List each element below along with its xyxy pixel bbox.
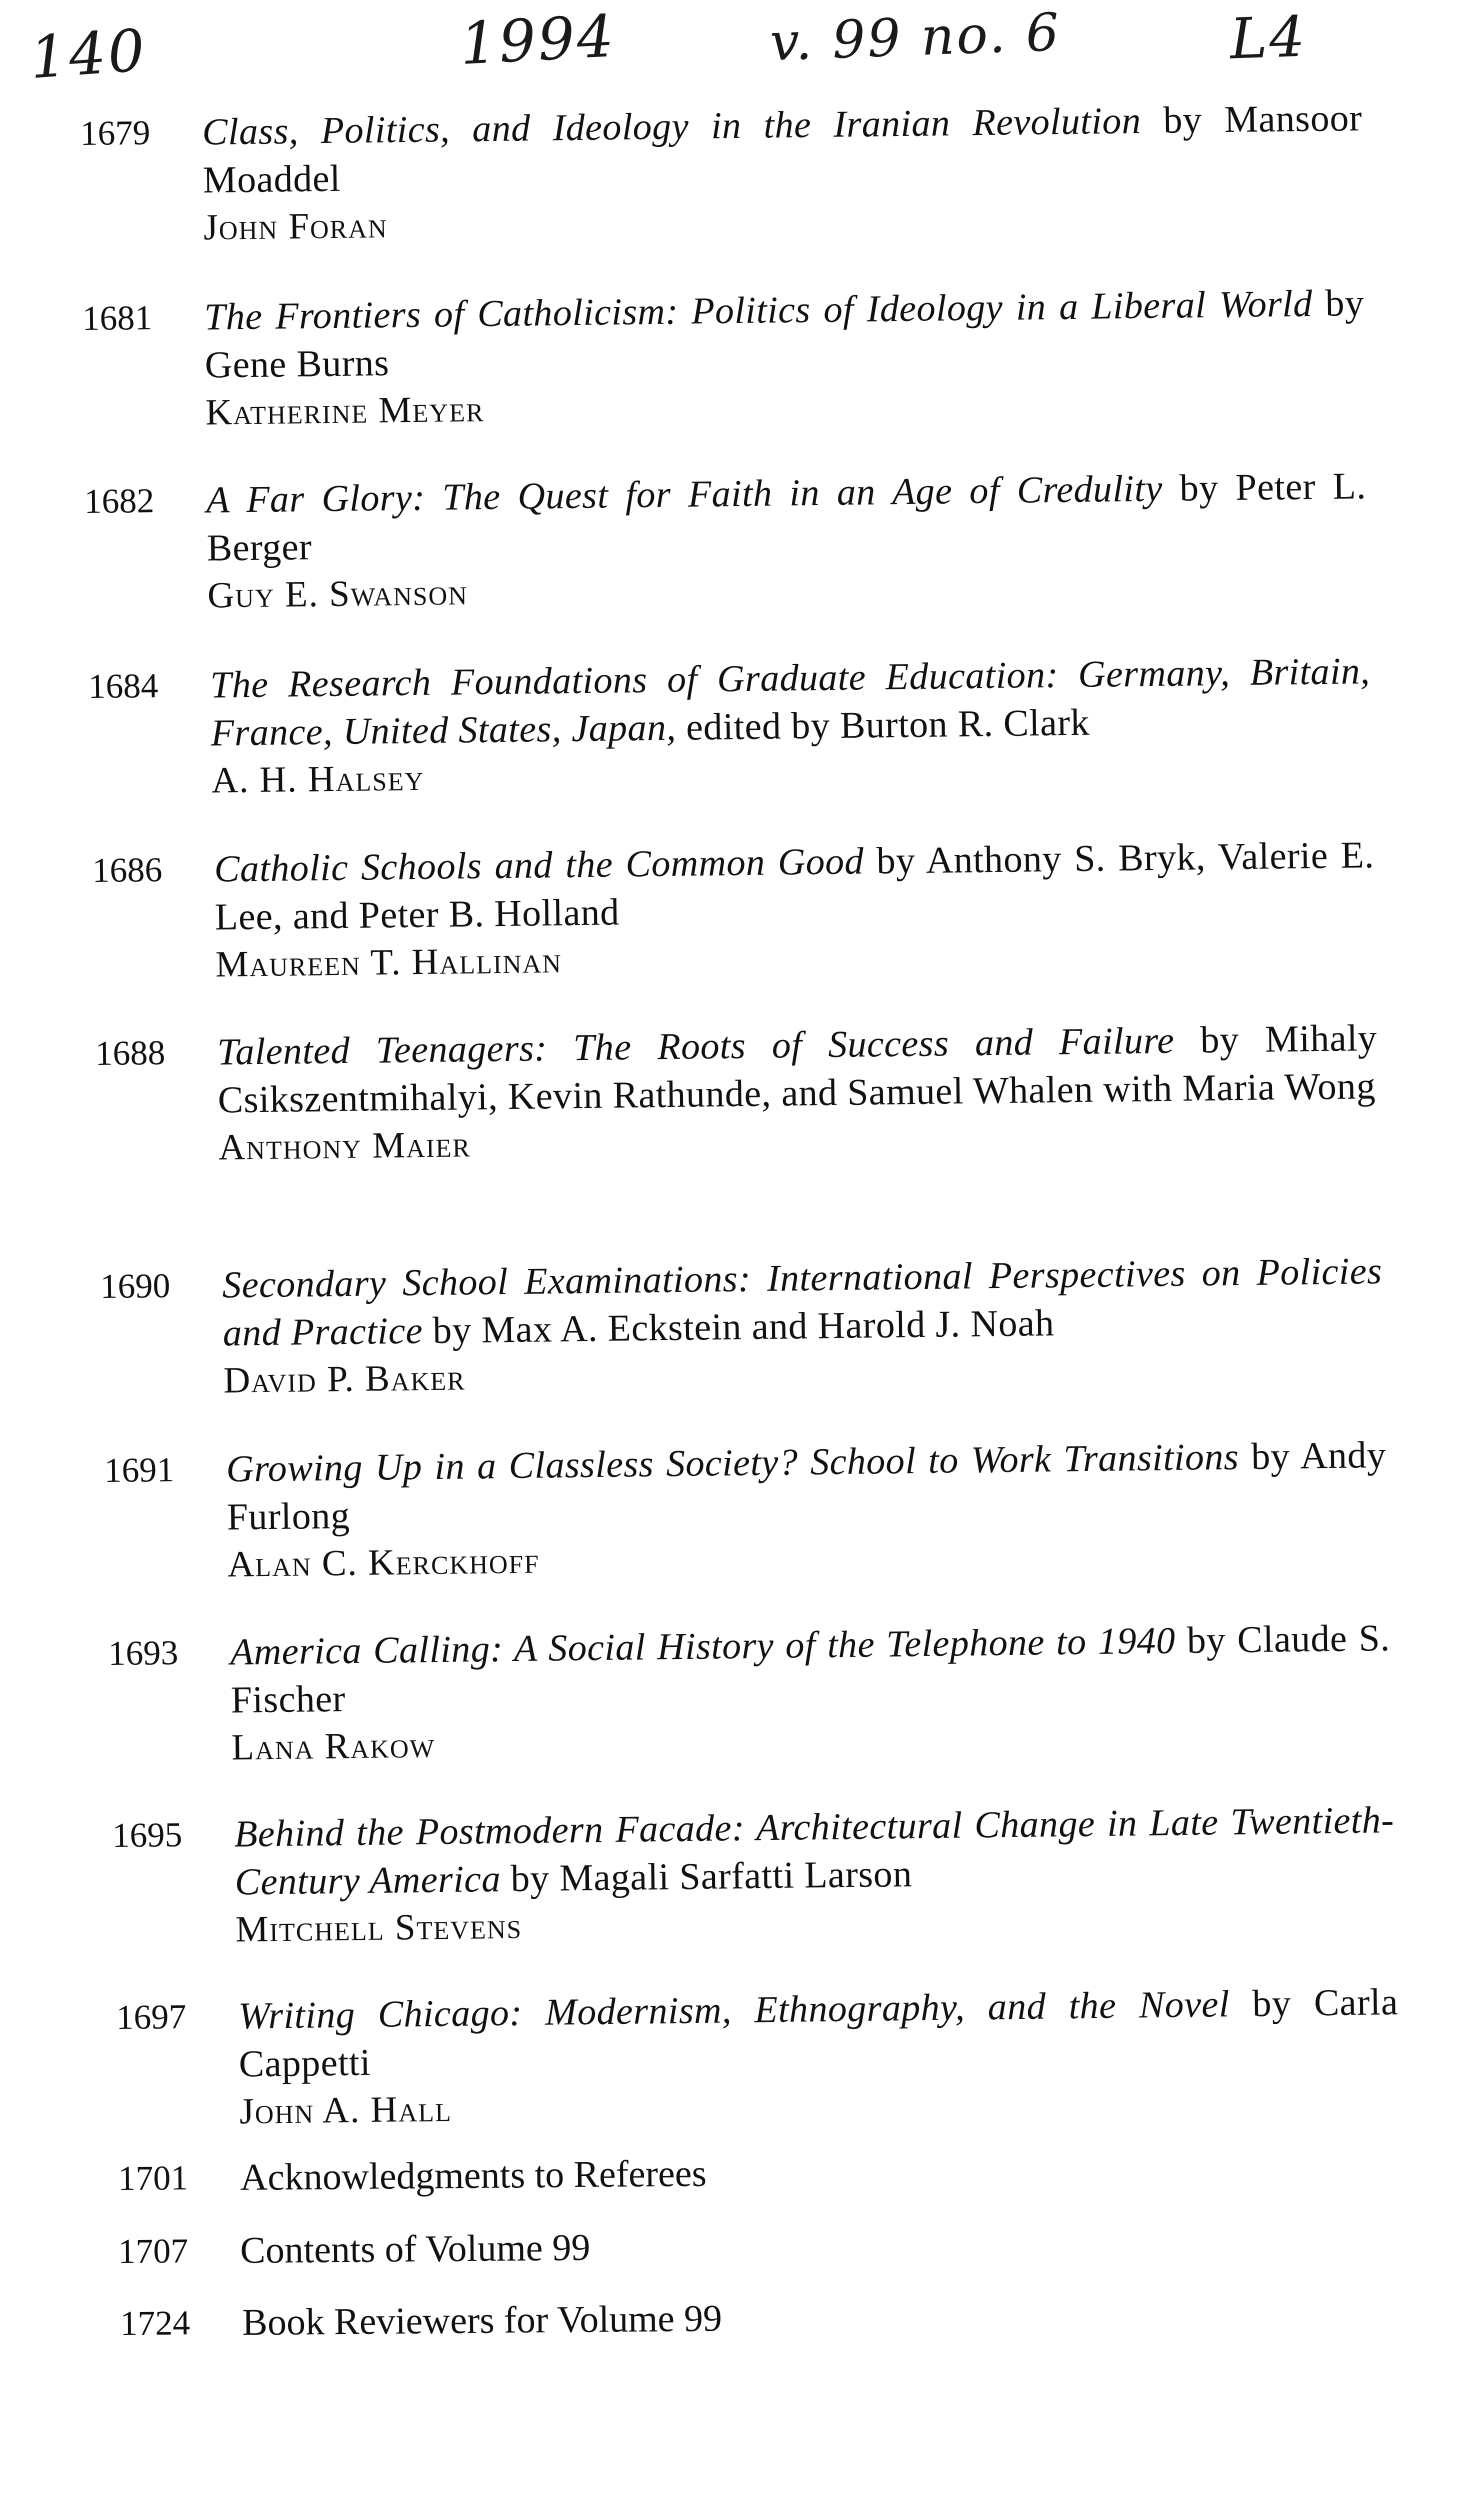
book-title: Writing Chicago: Modernism, Ethnography, and the Novel [238, 1983, 1230, 2038]
back-matter-label: Contents of Volume 99 [240, 2226, 591, 2272]
page-number: 1701 [118, 2158, 189, 2198]
back-matter-entry [118, 2144, 1418, 2199]
handwritten-note-call-number: 140 [27, 16, 149, 92]
page-number: 1724 [120, 2303, 191, 2343]
entry-body [230, 1614, 1392, 1772]
entry-body [234, 1796, 1396, 1954]
back-matter-label: Acknowledgments to Referees [240, 2152, 707, 2199]
page-number: 1690 [100, 1266, 171, 1306]
reviewer-name: John Foran [203, 205, 388, 249]
book-byline: by Peter L. Berger [206, 465, 1367, 570]
review-entry [112, 1796, 1412, 1951]
book-byline: by Claude S. Fischer [230, 1617, 1391, 1722]
entry-body [204, 279, 1366, 437]
book-title: Behind the Postmodern Facade: Architectural Change in Late Twentieth-Century America [234, 1799, 1395, 1904]
handwritten-note-year: 1994 [458, 1, 618, 79]
entry-body [210, 647, 1372, 805]
entry-body [226, 1431, 1388, 1589]
review-entry [100, 1247, 1400, 1402]
entry-body [202, 94, 1364, 252]
page-number: 1684 [88, 666, 159, 706]
entry-body [214, 831, 1376, 989]
back-matter-label: Book Reviewers for Volume 99 [242, 2297, 723, 2344]
reviewer-name: A. H. Halsey [211, 757, 425, 802]
book-byline: by Carla Cappetti [238, 1981, 1399, 2086]
page-number: 1707 [118, 2231, 189, 2271]
book-byline: by Magali Sarfatti Larson [500, 1853, 913, 1901]
page-number: 1691 [104, 1450, 175, 1490]
book-title: Class, Politics, and Ideology in the Iranian Revolution [202, 100, 1142, 154]
review-entry [84, 462, 1384, 617]
page-number: 1681 [82, 298, 153, 338]
page-number: 1695 [112, 1815, 183, 1855]
back-matter-entry [120, 2289, 1420, 2344]
review-entry [95, 1014, 1395, 1169]
reviewer-name: Anthony Maier [218, 1124, 471, 1169]
book-byline: by Gene Burns [204, 282, 1365, 387]
review-entry [92, 831, 1392, 986]
reviewer-name: Lana Rakow [231, 1725, 436, 1769]
reviewer-name: Katherine Meyer [205, 389, 485, 434]
review-entry [104, 1431, 1404, 1586]
book-byline: edited by Burton R. Clark [675, 701, 1091, 749]
page-number: 1686 [92, 850, 163, 890]
reviewer-name: Alan C. Kerckhoff [227, 1540, 540, 1586]
entry-body [206, 462, 1368, 620]
page-number: 1693 [108, 1633, 179, 1673]
review-entry [116, 1978, 1416, 2133]
page-number: 1697 [116, 1997, 187, 2037]
book-title: A Far Glory: The Quest for Faith in an Age of Credulity [206, 467, 1163, 522]
entry-body [238, 1978, 1400, 2136]
reviewer-name: David P. Baker [223, 1357, 466, 1402]
book-title: America Calling: A Social History of the Telephone to 1940 [230, 1619, 1176, 1674]
page-number: 1688 [95, 1033, 166, 1073]
page-number: 1682 [84, 481, 155, 521]
book-byline: by Anthony S. Bryk, Valerie E. Lee, and Peter B. Holland [214, 834, 1375, 939]
entry-body [222, 1247, 1384, 1405]
reviewer-name: Guy E. Swanson [207, 572, 469, 617]
book-title: Catholic Schools and the Common Good [214, 840, 865, 891]
reviewer-name: Mitchell Stevens [235, 1905, 523, 1951]
book-byline: by Mansoor Moaddel [202, 97, 1363, 202]
entry-body [217, 1014, 1379, 1172]
reviewer-name: John A. Hall [239, 2088, 453, 2133]
handwritten-note-code: L4 [1228, 4, 1308, 73]
review-entry [82, 279, 1382, 434]
book-byline: by Mihaly Csikszentmihalyi, Kevin Rathunde, and Samuel Whalen with Maria Wong [217, 1017, 1378, 1122]
book-title: Talented Teenagers: The Roots of Success and Failure [217, 1019, 1175, 1074]
back-matter-entry [118, 2217, 1418, 2272]
book-byline: by Max A. Eckstein and Harold J. Noah [422, 1302, 1055, 1353]
book-title: Secondary School Examinations: International Perspectives on Policies and Practice [222, 1250, 1383, 1355]
book-title: Growing Up in a Classless Society? School to Work Transitions [226, 1436, 1240, 1491]
review-entry [88, 647, 1388, 802]
page-number: 1679 [80, 113, 151, 153]
book-title: The Frontiers of Catholicism: Politics of Ideology in a Liberal World [204, 282, 1313, 339]
book-title: The Research Foundations of Graduate Education: Germany, Britain, France, United States, Japan, [210, 650, 1371, 755]
reviewer-name: Maureen T. Hallinan [215, 940, 563, 986]
review-entry [80, 94, 1380, 249]
review-entry [108, 1614, 1408, 1769]
book-byline: by Andy Furlong [226, 1434, 1387, 1539]
handwritten-note-volume: v. 99 no. 6 [769, 2, 1062, 74]
